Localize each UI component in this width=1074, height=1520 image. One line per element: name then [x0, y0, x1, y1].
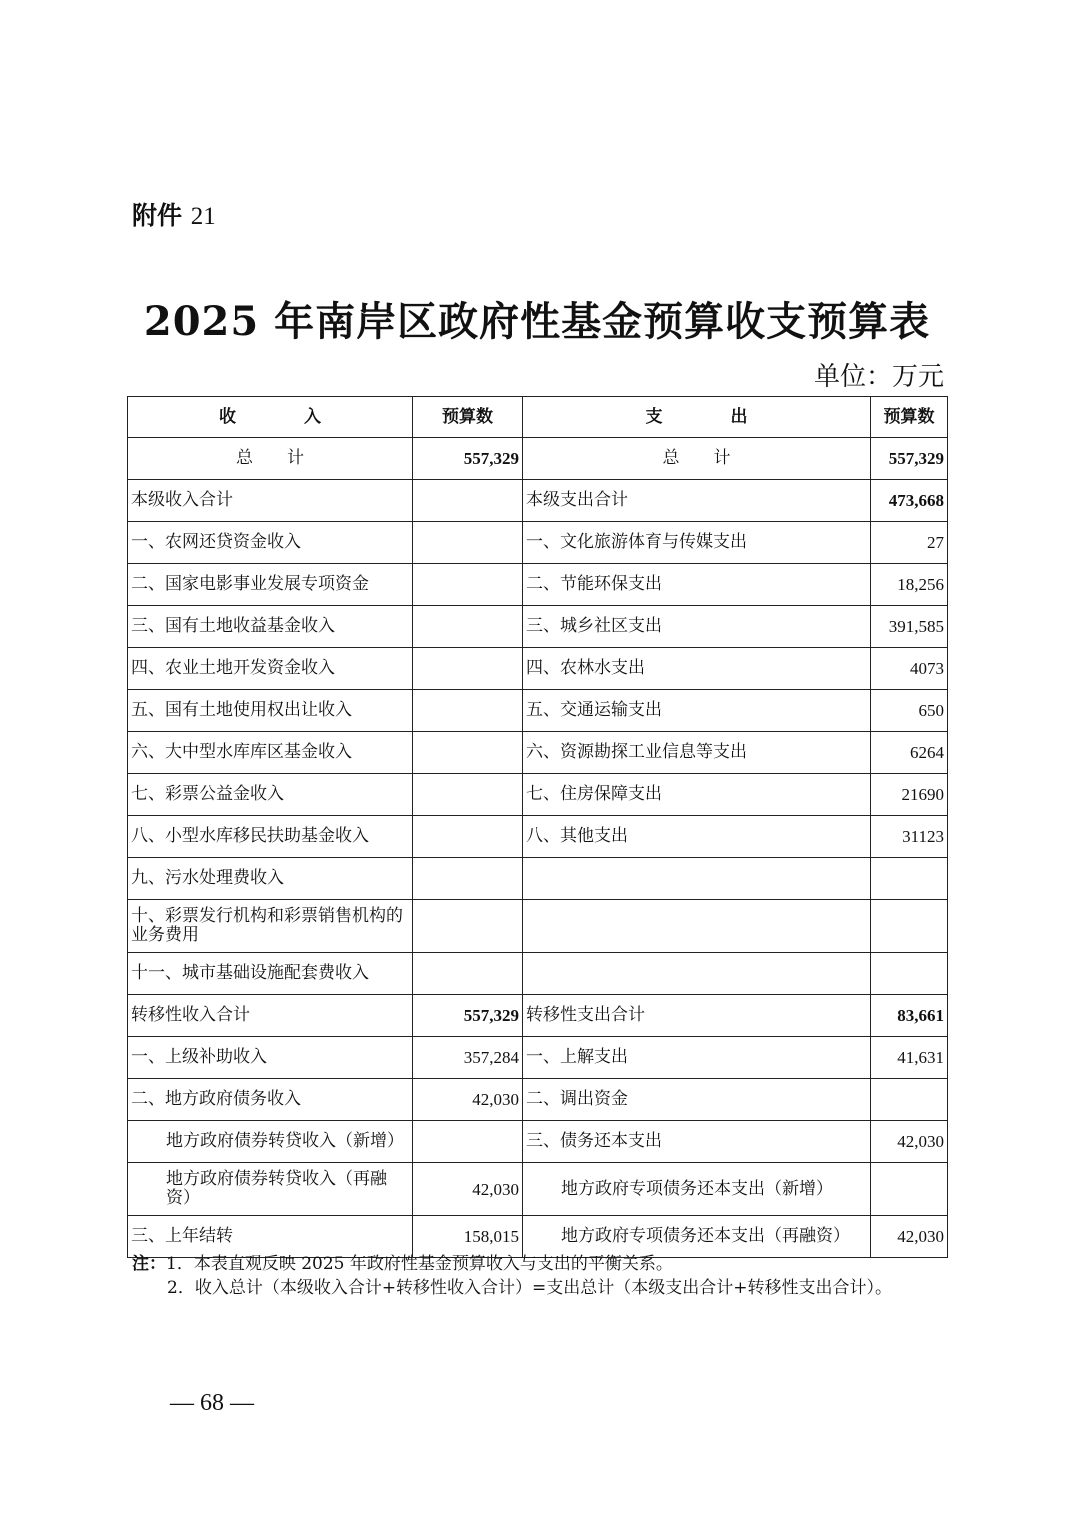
expense-amount: 6264 — [871, 732, 948, 774]
expense-item: 本级支出合计 — [523, 480, 871, 522]
income-item: 地方政府债券转贷收入（再融资） — [128, 1163, 413, 1216]
expense-amount: 83,661 — [871, 995, 948, 1037]
income-item: 七、彩票公益金收入 — [128, 774, 413, 816]
total-row — [128, 438, 948, 480]
table-row — [128, 953, 948, 995]
income-amount — [413, 858, 523, 900]
table-row — [128, 1037, 948, 1079]
expense-amount — [871, 1163, 948, 1216]
income-amount — [413, 564, 523, 606]
income-amount — [413, 900, 523, 953]
expense-amount — [871, 858, 948, 900]
expense-item: 三、债务还本支出 — [523, 1121, 871, 1163]
expense-amount: 27 — [871, 522, 948, 564]
table-row — [128, 858, 948, 900]
income-item: 十、彩票发行机构和彩票销售机构的业务费用 — [128, 900, 413, 953]
attachment-prefix: 附件 — [132, 201, 183, 230]
income-amount — [413, 690, 523, 732]
unit-label: 单位：万元 — [813, 362, 944, 392]
income-item: 二、国家电影事业发展专项资金 — [128, 564, 413, 606]
expense-amount: 31123 — [871, 816, 948, 858]
attachment-number: 21 — [190, 203, 216, 230]
expense-amount: 473,668 — [871, 480, 948, 522]
expense-amount: 4073 — [871, 648, 948, 690]
income-item: 转移性收入合计 — [128, 995, 413, 1037]
income-item: 五、国有土地使用权出让收入 — [128, 690, 413, 732]
expense-amount: 21690 — [871, 774, 948, 816]
income-amount: 158,015 — [413, 1216, 523, 1258]
income-amount — [413, 774, 523, 816]
income-item: 三、国有土地收益基金收入 — [128, 606, 413, 648]
expense-item: 八、其他支出 — [523, 816, 871, 858]
table-row — [128, 564, 948, 606]
expense-amount: 42,030 — [871, 1121, 948, 1163]
expense-item: 六、资源勘探工业信息等支出 — [523, 732, 871, 774]
expense-item: 一、文化旅游体育与传媒支出 — [523, 522, 871, 564]
income-amount: 42,030 — [413, 1163, 523, 1216]
note-line-1 — [132, 1252, 892, 1276]
expense-item: 二、节能环保支出 — [523, 564, 871, 606]
table-row — [128, 1121, 948, 1163]
income-amount — [413, 1121, 523, 1163]
expense-item: 七、住房保障支出 — [523, 774, 871, 816]
income-item: 地方政府债券转贷收入（新增） — [128, 1121, 413, 1163]
expense-item: 四、农林水支出 — [523, 648, 871, 690]
table-row — [128, 690, 948, 732]
income-amount — [413, 816, 523, 858]
header-income: 收 入 — [128, 397, 413, 438]
table-row — [128, 648, 948, 690]
expense-amount: 650 — [871, 690, 948, 732]
expense-amount: 42,030 — [871, 1216, 948, 1258]
income-amount: 357,284 — [413, 1037, 523, 1079]
table-row — [128, 995, 948, 1037]
income-item: 一、上级补助收入 — [128, 1037, 413, 1079]
income-item: 九、污水处理费收入 — [128, 858, 413, 900]
expense-amount: 18,256 — [871, 564, 948, 606]
table-row — [128, 816, 948, 858]
expense-amount — [871, 1079, 948, 1121]
table-row — [128, 480, 948, 522]
income-item: 八、小型水库移民扶助基金收入 — [128, 816, 413, 858]
income-amount: 42,030 — [413, 1079, 523, 1121]
income-amount — [413, 732, 523, 774]
income-amount — [413, 953, 523, 995]
header-income-amount: 预算数 — [413, 397, 523, 438]
table-header-row — [128, 397, 948, 438]
income-amount — [413, 522, 523, 564]
income-item: 三、上年结转 — [128, 1216, 413, 1258]
income-item: 十一、城市基础设施配套费收入 — [128, 953, 413, 995]
table-row — [128, 606, 948, 648]
expense-amount — [871, 953, 948, 995]
page-number: — 68 — — [170, 1390, 254, 1416]
income-amount — [413, 480, 523, 522]
expense-item: 转移性支出合计 — [523, 995, 871, 1037]
expense-amount — [871, 900, 948, 953]
table-row — [128, 1079, 948, 1121]
table-row — [128, 1163, 948, 1216]
expense-item — [523, 900, 871, 953]
table-row — [128, 900, 948, 953]
total-income-amount: 557,329 — [413, 438, 523, 480]
total-expense-amount: 557,329 — [871, 438, 948, 480]
expense-item — [523, 858, 871, 900]
expense-item: 五、交通运输支出 — [523, 690, 871, 732]
total-expense-label: 总 计 — [523, 438, 871, 480]
total-income-label: 总 计 — [128, 438, 413, 480]
attachment-label — [132, 196, 216, 232]
income-amount — [413, 648, 523, 690]
note-label: 注： — [132, 1254, 166, 1274]
income-item: 二、地方政府债务收入 — [128, 1079, 413, 1121]
table-row — [128, 522, 948, 564]
expense-amount: 41,631 — [871, 1037, 948, 1079]
table-row — [128, 774, 948, 816]
income-item: 四、农业土地开发资金收入 — [128, 648, 413, 690]
expense-item — [523, 953, 871, 995]
note-text-1: 1．本表直观反映 2025 年政府性基金预算收入与支出的平衡关系。 — [166, 1254, 673, 1274]
expense-item: 地方政府专项债务还本支出（再融资） — [523, 1216, 871, 1258]
expense-item: 一、上解支出 — [523, 1037, 871, 1079]
expense-item: 地方政府专项债务还本支出（新增） — [523, 1163, 871, 1216]
header-expense-amount: 预算数 — [871, 397, 948, 438]
income-item: 本级收入合计 — [128, 480, 413, 522]
expense-item: 三、城乡社区支出 — [523, 606, 871, 648]
expense-amount: 391,585 — [871, 606, 948, 648]
page-title: 2025 年南岸区政府性基金预算收支预算表 — [143, 298, 931, 345]
budget-table — [127, 396, 948, 1258]
header-expense: 支 出 — [523, 397, 871, 438]
expense-item: 二、调出资金 — [523, 1079, 871, 1121]
income-amount: 557,329 — [413, 995, 523, 1037]
table-row — [128, 732, 948, 774]
income-item: 六、大中型水库库区基金收入 — [128, 732, 413, 774]
income-item: 一、农网还贷资金收入 — [128, 522, 413, 564]
note-line-2: 2．收入总计（本级收入合计+转移性收入合计）=支出总计（本级支出合计+转移性支出合计）。 — [167, 1278, 893, 1298]
income-amount — [413, 606, 523, 648]
table-notes — [132, 1252, 892, 1300]
